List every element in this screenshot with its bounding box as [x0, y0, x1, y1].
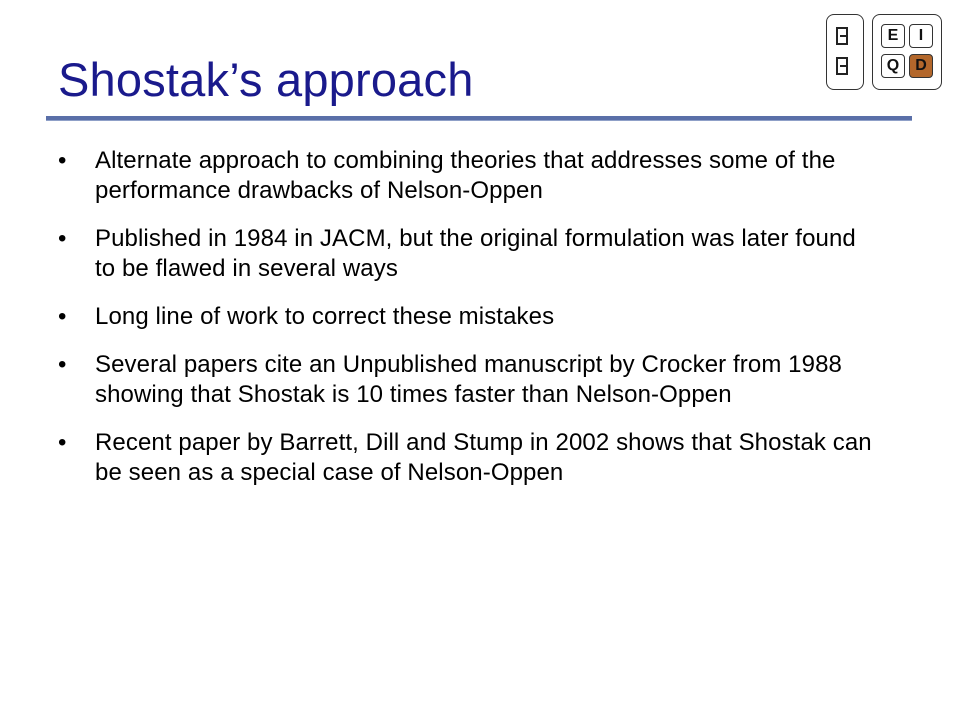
- bullet-dot: •: [58, 351, 67, 378]
- title-underline: [46, 116, 912, 121]
- bullet-text: Long line of work to correct these mistakes: [95, 303, 555, 330]
- slide-title: Shostak’s approach: [58, 53, 474, 106]
- turnstile-icon: [836, 27, 848, 45]
- bullet-list: [58, 146, 878, 506]
- bullet-dot: •: [58, 225, 67, 252]
- logo-key-i: I: [909, 24, 933, 48]
- bullet-item: [58, 146, 878, 206]
- bullet-item: [58, 350, 878, 410]
- logo-key-e: E: [881, 24, 905, 48]
- logo-keys-panel: [872, 14, 942, 90]
- logo-turnstile-panel: [826, 14, 864, 90]
- bullet-dot: •: [58, 147, 67, 174]
- turnstile-icon: [836, 57, 848, 75]
- bullet-text: Recent paper by Barrett, Dill and Stump in 2002 shows that Shostak can be seen as a special case of Nelson-Oppen: [95, 429, 872, 486]
- bullet-text: Several papers cite an Unpublished manuscript by Crocker from 1988 showing that Shostak is 10 times faster than Nelson-Oppen: [95, 351, 842, 408]
- logo-key-q: Q: [881, 54, 905, 78]
- bullet-dot: •: [58, 429, 67, 456]
- bullet-item: [58, 428, 878, 488]
- logo-key-d: D: [909, 54, 933, 78]
- bullet-text: Published in 1984 in JACM, but the original formulation was later found to be flawed in several ways: [95, 225, 856, 282]
- logo: [826, 14, 942, 90]
- bullet-dot: •: [58, 303, 67, 330]
- bullet-text: Alternate approach to combining theories that addresses some of the performance drawbacks of Nelson-Oppen: [95, 147, 836, 204]
- bullet-item: [58, 302, 878, 332]
- bullet-item: [58, 224, 878, 284]
